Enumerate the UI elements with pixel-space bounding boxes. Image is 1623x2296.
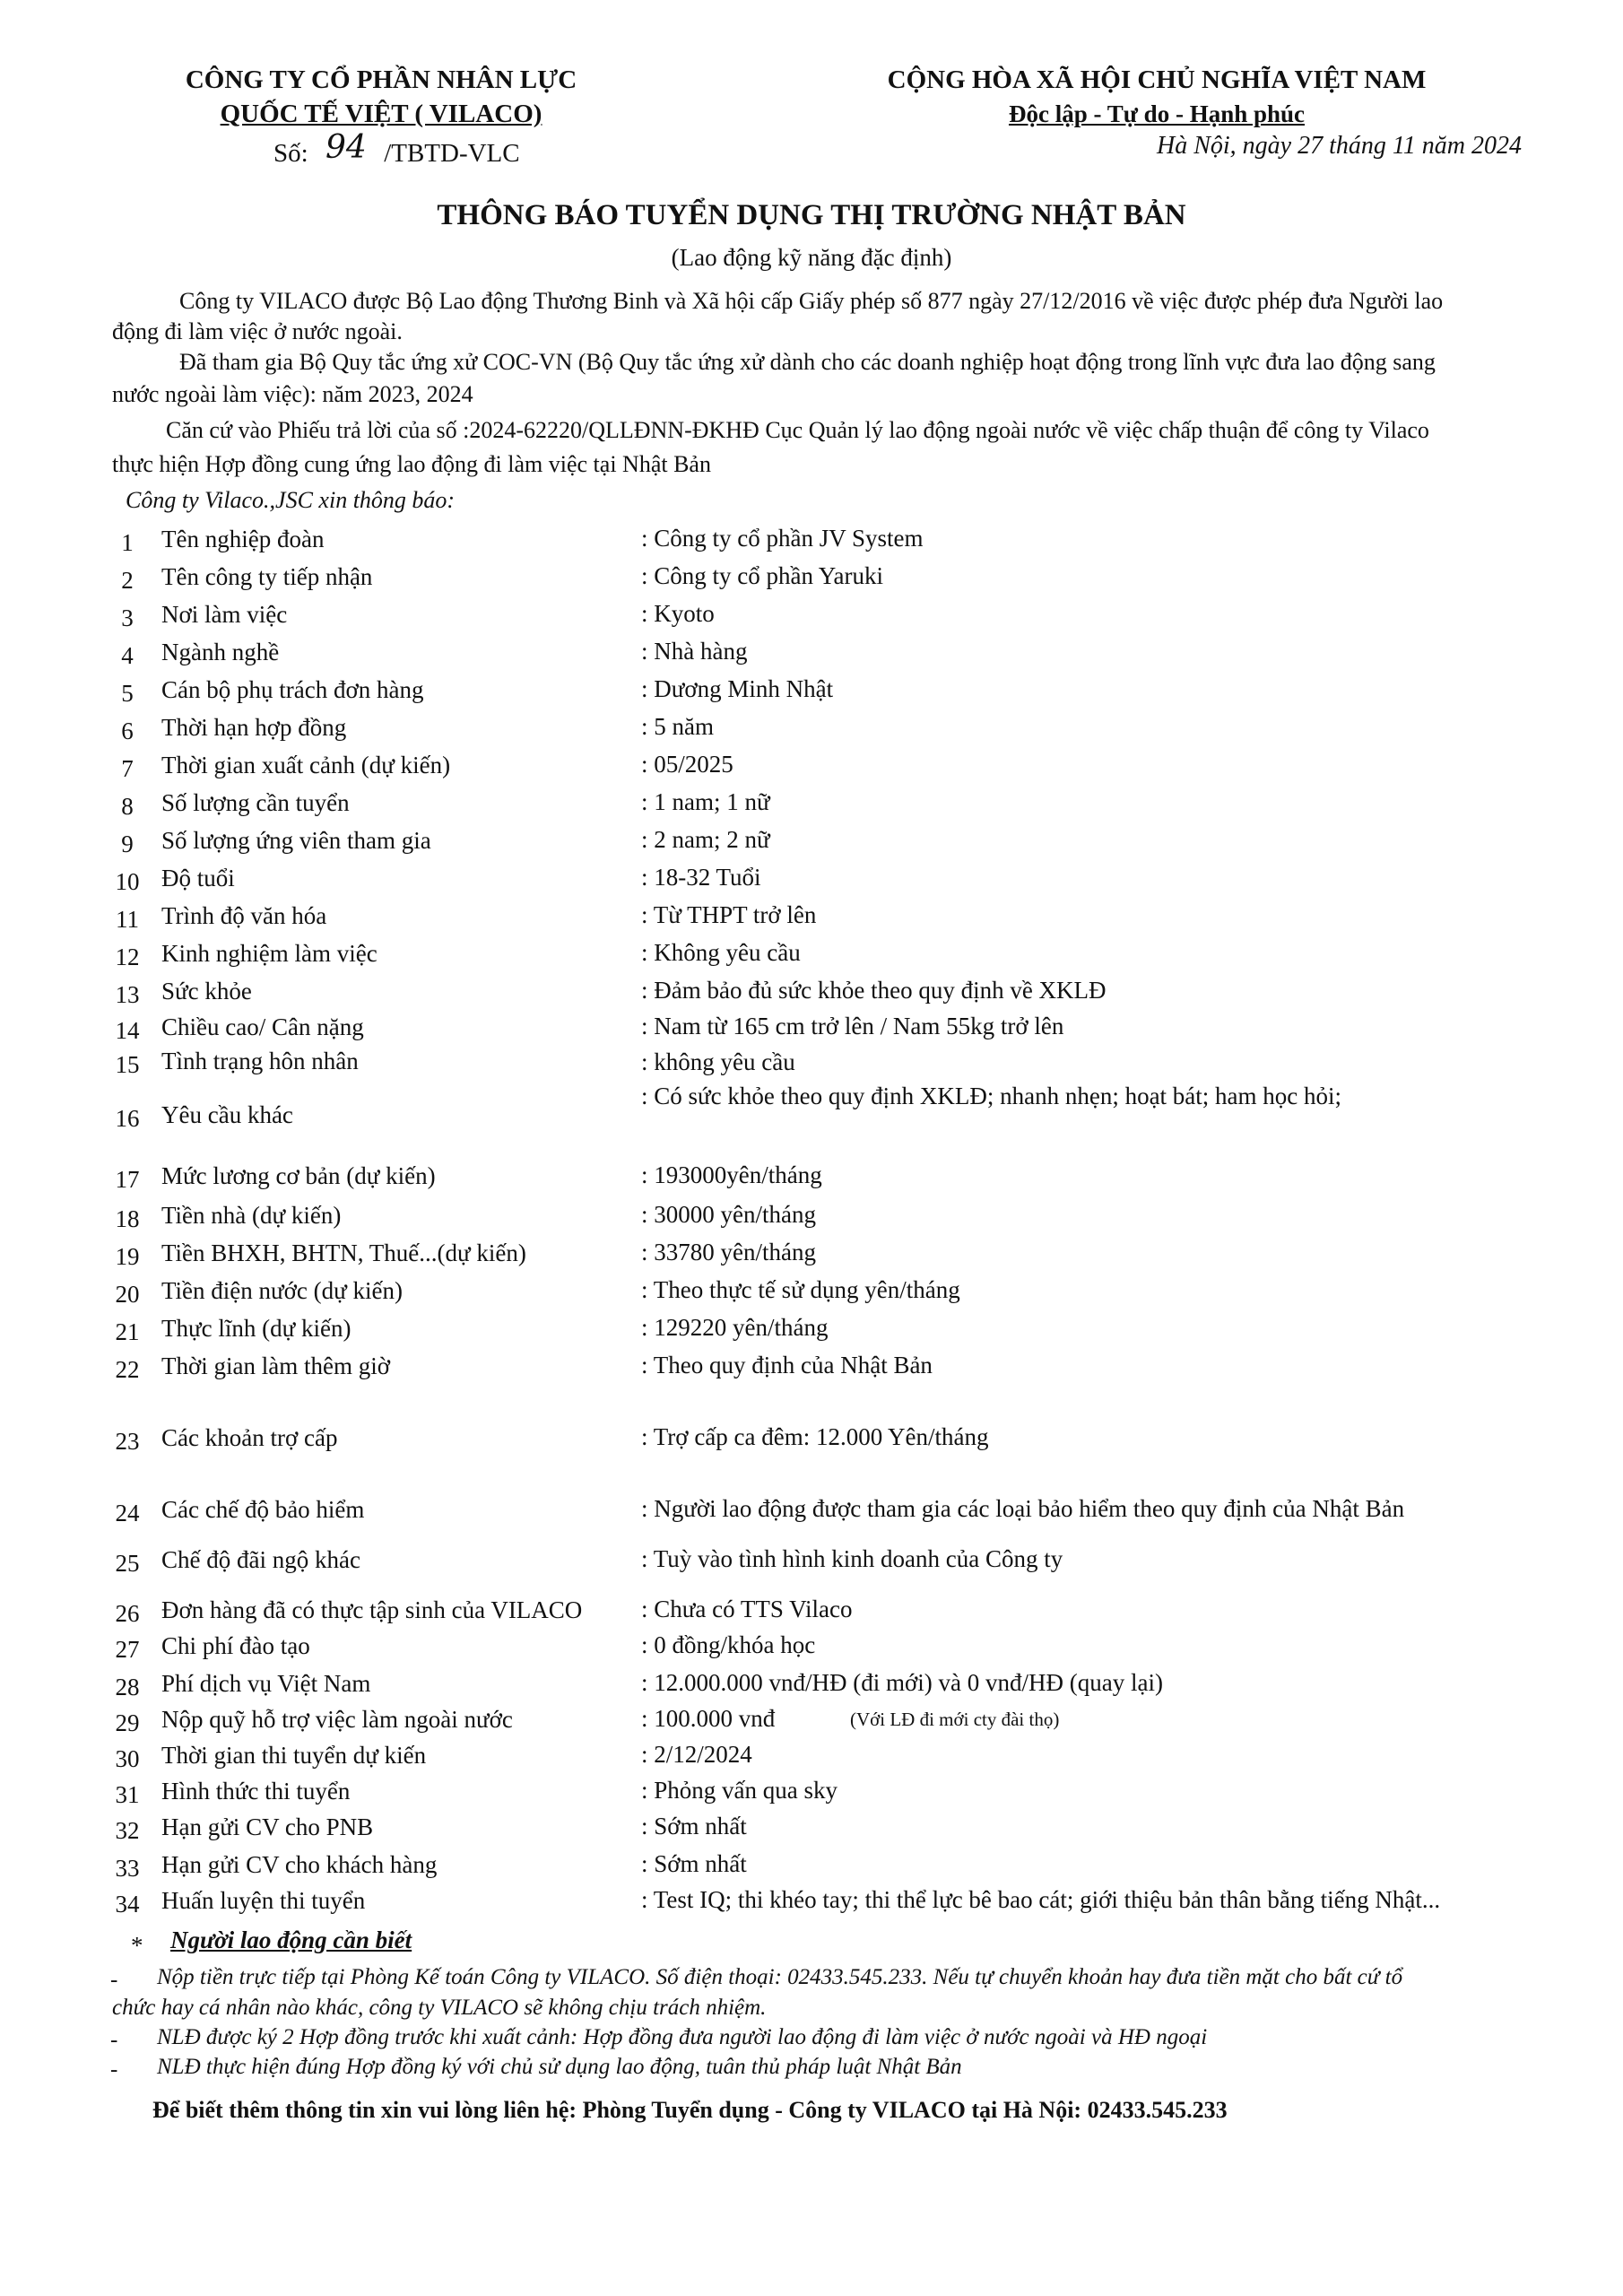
row-number: 30	[115, 1745, 140, 1772]
notice-2: NLĐ được ký 2 Hợp đồng trước khi xuất cảnh: Hợp đồng đưa người lao động đi làm việc ở nước ngoài và HĐ ngoại	[157, 2025, 1208, 2049]
row-value: : Người lao động được tham gia các loại bảo hiểm theo quy định của Nhật Bản	[641, 1495, 1405, 1522]
row-number: 7	[121, 755, 134, 782]
row-value: : Dương Minh Nhật	[641, 675, 834, 702]
intro-p3-line1: Căn cứ vào Phiếu trả lời của số :2024-62220/QLLĐNN-ĐKHĐ Cục Quản lý lao động ngoài nước về việc chấp thuận để công ty Vilaco	[166, 417, 1429, 443]
intro-announce: Công ty Vilaco.,JSC xin thông báo:	[126, 487, 456, 513]
intro-p2-line2: nước ngoài làm việc): năm 2023, 2024	[112, 381, 473, 407]
row-number: 8	[121, 793, 134, 820]
row-value: : Phỏng vấn qua sky	[641, 1777, 838, 1804]
row-value: : Sớm nhất	[641, 1850, 747, 1877]
row-number: 18	[115, 1205, 140, 1232]
row-label: Yêu cầu khác	[161, 1101, 293, 1128]
row-label: Nộp quỹ hỗ trợ việc làm ngoài nước	[161, 1706, 513, 1733]
contact-footer: Để biết thêm thông tin xin vui lòng liên hệ: Phòng Tuyển dụng - Công ty VILACO tại Hà Nội: 02433.545.233	[152, 2097, 1228, 2123]
row-label: Tên công ty tiếp nhận	[161, 563, 373, 590]
row-number: 23	[115, 1428, 140, 1455]
row-number: 20	[115, 1281, 140, 1308]
row-label: Hạn gửi CV cho PNB	[161, 1813, 374, 1840]
row-label: Tên nghiệp đoàn	[161, 526, 325, 552]
row-label: Thời gian làm thêm giờ	[161, 1352, 391, 1379]
national-motto-block	[834, 63, 1480, 131]
row-number: 3	[121, 604, 134, 631]
row-value: : Test IQ; thi khéo tay; thi thể lực bê bao cát; giới thiệu bản thân bằng tiếng Nhật...	[641, 1886, 1441, 1913]
row-label: Các khoản trợ cấp	[161, 1424, 338, 1451]
row-value: : Kyoto	[641, 600, 715, 627]
row-number: 26	[115, 1600, 140, 1627]
number-prefix: Số:	[273, 139, 308, 168]
row-label: Thời gian xuất cảnh (dự kiến)	[161, 752, 451, 778]
row-number: 17	[115, 1166, 140, 1193]
document-number	[273, 129, 520, 170]
company-name-line2: QUỐC TẾ VIỆT ( VILACO)	[220, 100, 542, 128]
row-number: 13	[115, 981, 140, 1008]
row-number: 19	[115, 1243, 140, 1270]
row-number: 12	[115, 944, 140, 970]
intro-p3-line2: thực hiện Hợp đồng cung ứng lao động đi làm việc tại Nhật Bản	[112, 451, 711, 477]
row-label: Phí dịch vụ Việt Nam	[161, 1670, 371, 1697]
row-label: Cán bộ phụ trách đơn hàng	[161, 676, 424, 703]
row-label: Nơi làm việc	[161, 601, 288, 628]
row-number: 4	[121, 642, 134, 669]
row-label: Kinh nghiệm làm việc	[161, 940, 378, 967]
row-value: : Theo quy định của Nhật Bản	[641, 1352, 933, 1378]
row-number: 27	[115, 1636, 140, 1663]
row-number: 11	[116, 906, 139, 933]
row-number: 2	[121, 567, 134, 594]
row-value: : 30000 yên/tháng	[641, 1201, 816, 1228]
row-value: : không yêu cầu	[641, 1048, 795, 1075]
row-number: 33	[115, 1855, 140, 1882]
row-label: Số lượng cần tuyển	[161, 789, 350, 816]
notice-dash-2: -	[110, 2028, 118, 2052]
row-number: 21	[115, 1318, 140, 1345]
row-value: : Chưa có TTS Vilaco	[641, 1596, 853, 1622]
row-label: Thời hạn hợp đồng	[161, 714, 347, 741]
row-number: 6	[121, 718, 134, 744]
intro-p1-line2: động đi làm việc ở nước ngoài.	[112, 318, 403, 344]
company-name-line1: CÔNG TY CỔ PHẦN NHÂN LỰC	[185, 65, 577, 94]
notice-1-line2: chức hay cá nhân nào khác, công ty VILACO sẽ không chịu trách nhiệm.	[112, 1996, 767, 2020]
row-number: 5	[121, 680, 134, 707]
row-label: Các chế độ bảo hiểm	[161, 1496, 365, 1523]
document-date: Hà Nội, ngày 27 tháng 11 năm 2024	[1157, 132, 1523, 160]
row-label: Chiều cao/ Cân nặng	[161, 1013, 364, 1040]
row-value: : 5 năm	[641, 713, 714, 740]
row-label: Trình độ văn hóa	[161, 902, 327, 929]
document-title: THÔNG BÁO TUYỂN DỤNG THỊ TRƯỜNG NHẬT BẢN	[437, 199, 1186, 231]
row-number: 16	[115, 1105, 140, 1132]
row-label: Thực lĩnh (dự kiến)	[161, 1315, 352, 1342]
row-value: : Có sức khỏe theo quy định XKLĐ; nhanh nhẹn; hoạt bát; ham học hỏi;	[641, 1083, 1342, 1109]
document-subtitle: (Lao động kỹ năng đặc định)	[671, 244, 952, 271]
row-value: : 33780 yên/tháng	[641, 1239, 816, 1265]
row-label: Đơn hàng đã có thực tập sinh của VILACO	[161, 1596, 583, 1623]
row-label: Tiền BHXH, BHTN, Thuế...(dự kiến)	[161, 1239, 526, 1266]
row-value: : Tuỳ vào tình hình kinh doanh của Công ty	[641, 1545, 1063, 1572]
intro-p2-line1: Đã tham gia Bộ Quy tắc ứng xử COC-VN (Bộ Quy tắc ứng xử dành cho các doanh nghiệp hoạt động trong lĩnh vực đưa lao động sang	[179, 349, 1436, 375]
row-number: 28	[115, 1674, 140, 1700]
row-label: Tiền điện nước (dự kiến)	[161, 1277, 404, 1304]
row-number: 14	[115, 1017, 140, 1044]
row-value: : Công ty cổ phần JV System	[641, 525, 924, 552]
intro-p1-line1: Công ty VILACO được Bộ Lao động Thương Binh và Xã hội cấp Giấy phép số 877 ngày 27/12/2016 về việc được phép đưa Người lao	[179, 288, 1444, 314]
national-name: CỘNG HÒA XÃ HỘI CHỦ NGHĨA VIỆT NAM	[887, 65, 1427, 94]
row-value: : Theo thực tế sử dụng yên/tháng	[641, 1276, 960, 1303]
row-label: Số lượng ứng viên tham gia	[161, 827, 431, 854]
row-value: : 05/2025	[641, 751, 733, 778]
company-name-block	[170, 63, 592, 131]
row-value: : Sớm nhất	[641, 1813, 747, 1839]
row-value: : Công ty cổ phần Yaruki	[641, 562, 883, 589]
row-number: 29	[115, 1709, 140, 1736]
row-label: Thời gian thi tuyển dự kiến	[161, 1742, 427, 1769]
row-value: : 129220 yên/tháng	[641, 1314, 829, 1341]
row-value: : 193000yên/tháng	[641, 1161, 822, 1188]
row-number: 10	[115, 868, 140, 895]
notice-dash-3: -	[110, 2057, 118, 2082]
row-number: 15	[115, 1051, 140, 1078]
row-number: 34	[115, 1891, 140, 1918]
notice-3: NLĐ thực hiện đúng Hợp đồng ký với chủ sử dụng lao động, tuân thủ pháp luật Nhật Bản	[157, 2055, 962, 2079]
row-value: : 100.000 vnđ	[641, 1705, 776, 1732]
row-label: Mức lương cơ bản (dự kiến)	[161, 1162, 436, 1189]
row-note: (Với LĐ đi mới cty đài thọ)	[850, 1709, 1060, 1730]
row-value: : 18-32 Tuổi	[641, 864, 761, 891]
row-value: : Trợ cấp ca đêm: 12.000 Yên/tháng	[641, 1423, 989, 1450]
row-value: : Không yêu cầu	[641, 939, 801, 966]
row-value: : Từ THPT trở lên	[641, 901, 817, 928]
row-value: : Nam từ 165 cm trở lên / Nam 55kg trở lên	[641, 1013, 1064, 1039]
row-number: 31	[115, 1781, 140, 1808]
row-number: 24	[115, 1500, 140, 1526]
row-value: : Đảm bảo đủ sức khỏe theo quy định về XKLĐ	[641, 977, 1107, 1004]
row-number: 22	[115, 1356, 140, 1383]
row-number: 25	[115, 1550, 140, 1577]
number-suffix: /TBTD-VLC	[384, 139, 520, 168]
row-value: : 2 nam; 2 nữ	[641, 826, 770, 853]
row-number: 1	[121, 529, 134, 556]
row-value: : Nhà hàng	[641, 638, 748, 665]
row-value: : 12.000.000 vnđ/HĐ (đi mới) và 0 vnđ/HĐ (quay lại)	[641, 1669, 1163, 1696]
row-value: : 1 nam; 1 nữ	[641, 788, 770, 815]
notice-star: *	[131, 1932, 143, 1959]
row-label: Hạn gửi CV cho khách hàng	[161, 1851, 438, 1878]
notice-heading: Người lao động cần biết	[170, 1926, 412, 1953]
row-label: Chế độ đãi ngộ khác	[161, 1546, 360, 1573]
row-label: Chi phí đào tạo	[161, 1632, 310, 1659]
row-number: 32	[115, 1817, 140, 1844]
row-label: Huấn luyện thi tuyển	[161, 1887, 366, 1914]
row-number: 9	[121, 831, 134, 857]
row-label: Ngành nghề	[161, 639, 280, 665]
notice-1-line1: Nộp tiền trực tiếp tại Phòng Kế toán Công ty VILACO. Số điện thoại: 02433.545.233. Nếu tự chuyển khoản hay đưa tiền mặt cho bất cứ tổ	[157, 1965, 1403, 1989]
row-label: Tiền nhà (dự kiến)	[161, 1202, 342, 1229]
row-value: : 0 đồng/khóa học	[641, 1631, 816, 1658]
handwritten-number: 94	[325, 129, 367, 166]
motto: Độc lập - Tự do - Hạnh phúc	[1008, 100, 1306, 127]
row-label: Sức khỏe	[161, 978, 252, 1004]
row-label: Tình trạng hôn nhân	[161, 1048, 359, 1074]
row-label: Hình thức thi tuyển	[161, 1778, 351, 1805]
row-value: : 2/12/2024	[641, 1741, 752, 1768]
notice-dash-1: -	[110, 1968, 118, 1992]
row-label: Độ tuổi	[161, 865, 235, 891]
